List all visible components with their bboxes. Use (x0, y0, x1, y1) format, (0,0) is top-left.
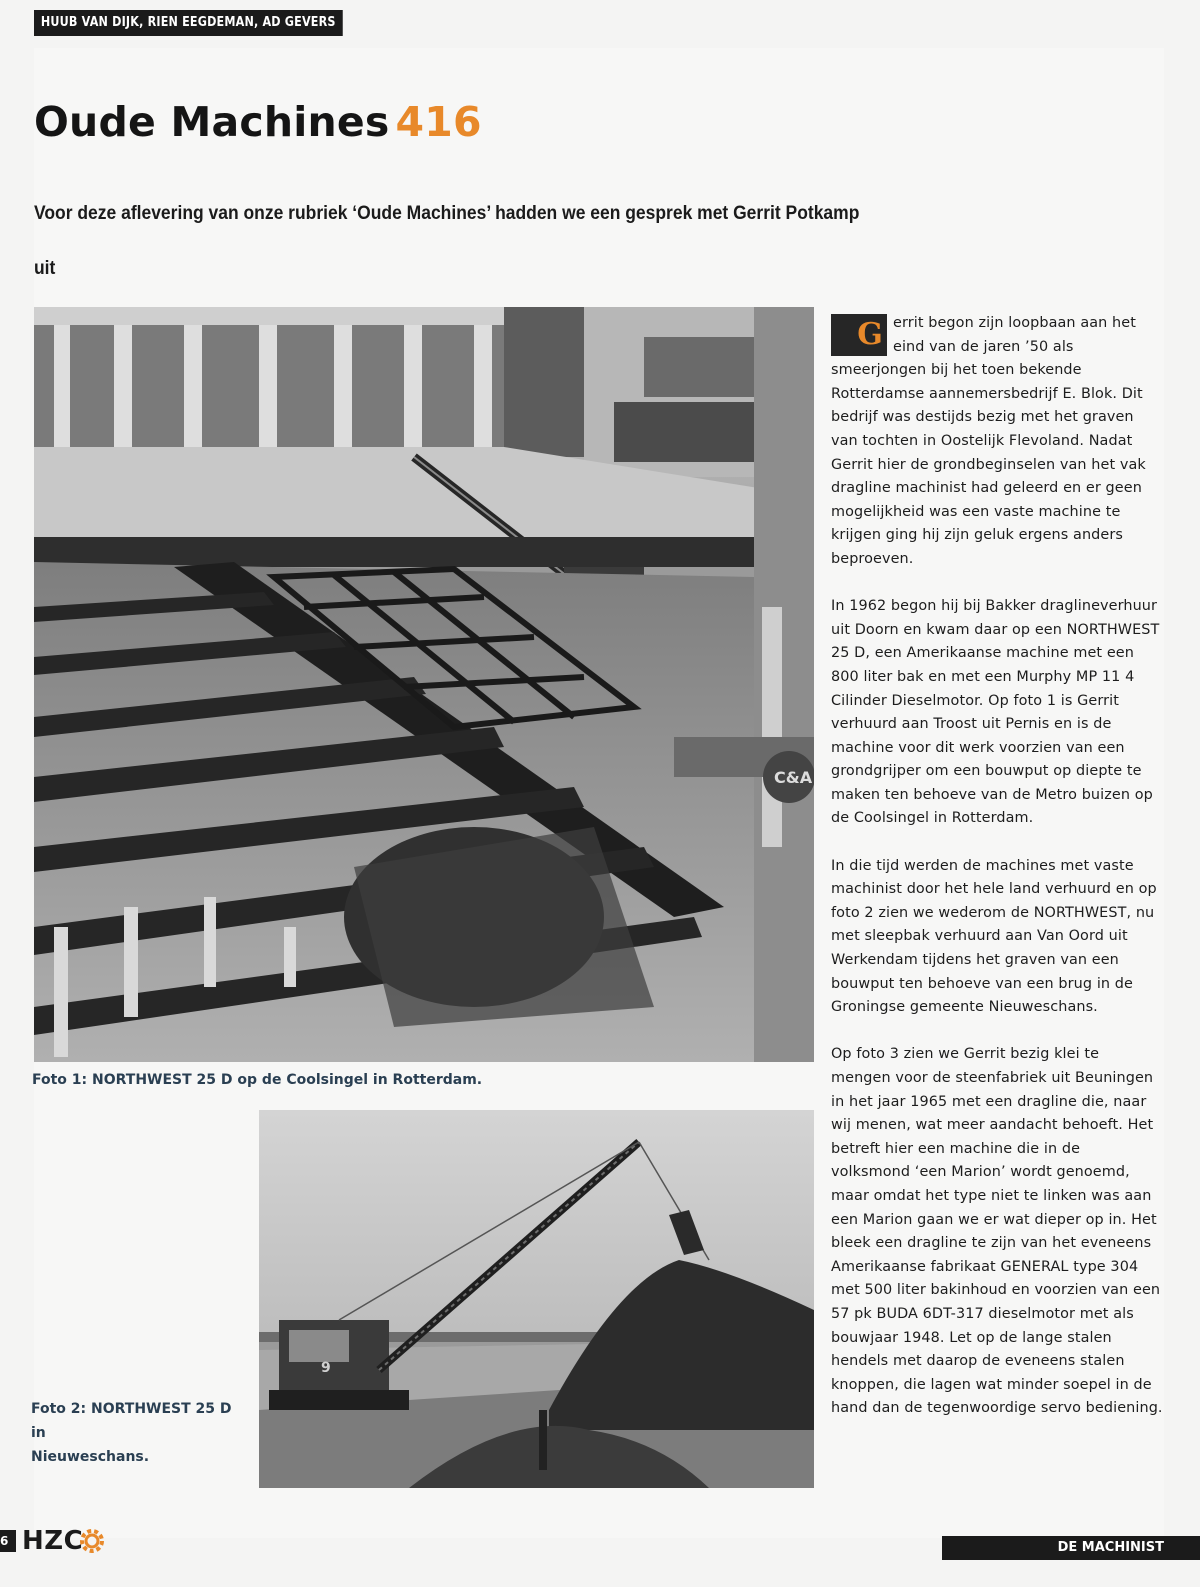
photo-2-caption (31, 1397, 251, 1469)
photo-1-image (34, 307, 814, 1062)
paragraph-2: In 1962 begon hij bij Bakker draglineverhuur uit Doorn en kwam daar op een NORTHWEST 25 D, een Amerikaanse machine met een 800 liter bak en met een Murphy MP 11 4 Cilinder Dieselmotor. Op foto 1 is Gerrit verhuurd aan Troost uit Pernis en is de machine voor dit werk voorzien van een grondgrijper om een bouwput op diepte te maken ten behoeve van de Metro buizen op de Coolsingel in Rotterdam. (831, 598, 1160, 827)
paragraph-1 (831, 312, 1163, 572)
photo-1-caption: Foto 1: NORTHWEST 25 D op de Coolsingel in Rotterdam. (32, 1072, 483, 1088)
article-title (34, 98, 482, 146)
issue-number: 416 (395, 98, 482, 146)
magazine-name-bar: DE MACHINIST (942, 1536, 1200, 1560)
photo-2-machine-number: 9 (321, 1360, 331, 1376)
photo-1-sign: C&A (774, 768, 813, 787)
author-bar: HUUB VAN DIJK, RIEN EEGDEMAN, AD GEVERS (34, 10, 342, 36)
drop-cap: G (831, 314, 887, 356)
title-text: Oude Machines (34, 98, 390, 146)
paragraph-3: In die tijd werden de machines met vaste machinist door het hele land verhuurd en op foto 2 zien we wederom de NORTHWEST, nu met sleepbak verhuurd aan Van Oord uit Werkendam tijdens het graven van een bouwput ten behoeve van een brug in de Groningse gemeente Nieuweschans. (831, 857, 1157, 1016)
paragraph-1-text: errit begon zijn loopbaan aan het eind van de jaren ’50 als smeerjongen bij het toen bekende Rotterdamse aannemersbedrijf E. Blok. Dit bedrijf was destijds bezig met het graven van tochten in Oostelijk Flevoland. Nadat Gerrit hier de grondbeginselen van het vak dragline machinist had geleerd en er geen mogelijkheid was een vaste machine te krijgen ging hij zijn geluk ergens anders beproeven. (831, 315, 1146, 567)
photo-2-image (259, 1110, 814, 1488)
photo-2 (259, 1110, 814, 1488)
gear-icon (77, 1526, 107, 1556)
article-body (831, 312, 1163, 1445)
photo-2-caption-line-1: Foto 2: NORTHWEST 25 D in (31, 1401, 232, 1441)
intro-line-1: Voor deze aflevering van onze rubriek ‘Oude Machines’ hadden we een gesprek met Gerrit Potkamp uit (34, 203, 860, 279)
photo-2-caption-line-2: Nieuweschans. (31, 1449, 150, 1465)
photo-1 (34, 307, 814, 1062)
footer-logo (0, 1524, 107, 1558)
page-number: 6 (0, 1530, 16, 1552)
logo-text: HZC (22, 1526, 84, 1556)
paragraph-4: Op foto 3 zien we Gerrit bezig klei te mengen voor de steenfabriek uit Beuningen in het jaar 1965 met een dragline die, naar wij menen, wat meer aandacht behoeft. Het betreft hier een machine die in de volksmond ‘een Marion’ wordt genoemd, maar omdat het type niet te linken was aan een Marion gaan we er wat dieper op in. Het bleek een dragline te zijn van het eveneens Amerikaanse fabrikaat GENERAL type 304 met 500 liter bakinhoud en voorzien van een 57 pk BUDA 6DT-317 dieselmotor met als bouwjaar 1948. Let op de lange stalen hendels met daarop de eveneens stalen knoppen, die lagen wat minder soepel in de hand dan de tegenwoordige servo bediening. (831, 1046, 1163, 1417)
